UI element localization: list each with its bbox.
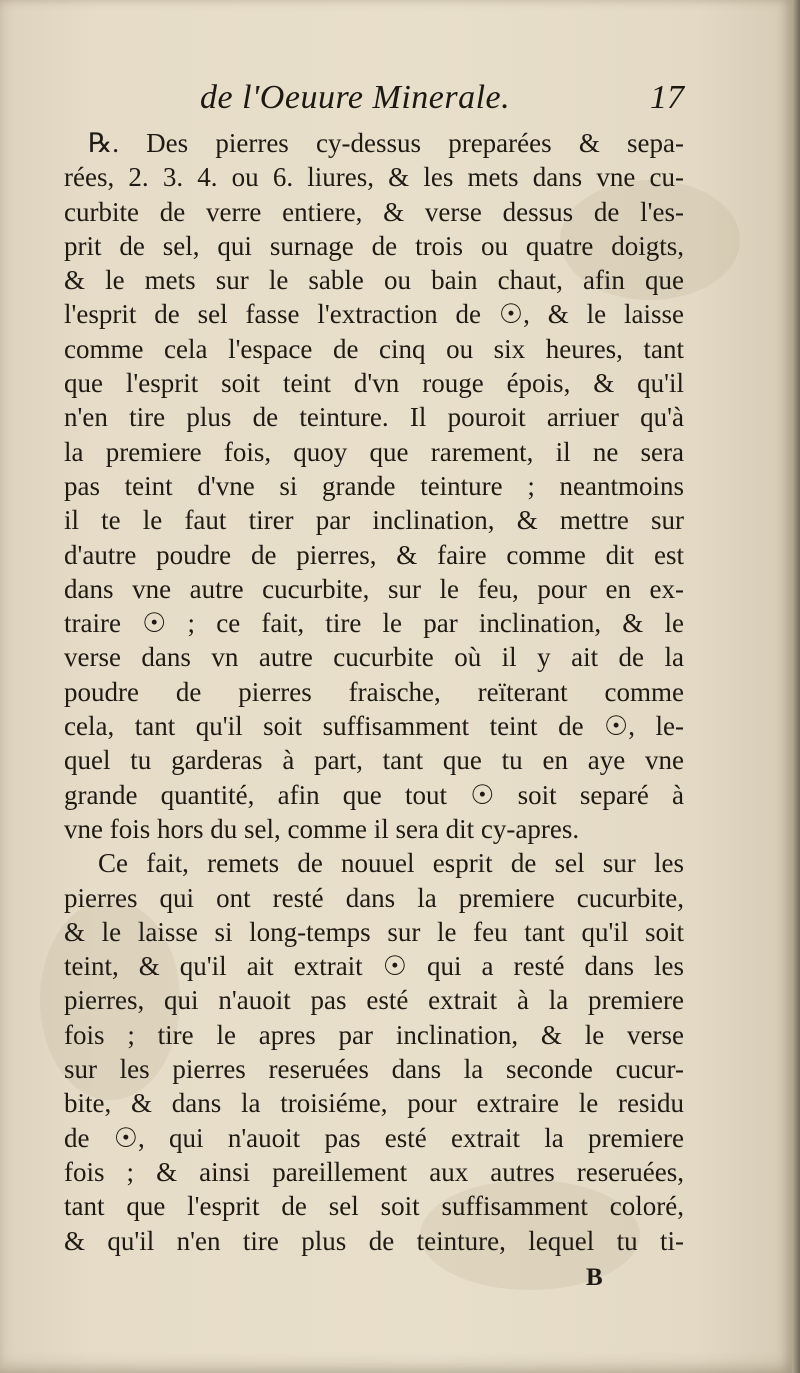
text-line: il te le faut tirer par inclination, & mettre sur — [64, 505, 684, 536]
text-line: grande quantité, afin que tout ☉ soit separé à — [64, 779, 684, 810]
text-line: que l'esprit soit teint d'vn rouge épois, & qu'il — [64, 368, 684, 399]
text-line: la premiere fois, quoy que rarement, il ne sera — [64, 436, 684, 467]
text-line: & le mets sur le sable ou bain chaut, afin que — [64, 265, 684, 296]
text-line: traire ☉ ; ce fait, tire le par inclination, & le — [64, 608, 684, 639]
catchword: B — [586, 1264, 603, 1291]
text-line: d'autre poudre de pierres, & faire comme dit est — [64, 539, 684, 570]
body-text — [64, 126, 684, 1258]
text-line: & qu'il n'en tire plus de teinture, lequel tu ti- — [64, 1225, 684, 1256]
text-line: pierres, qui n'auoit pas esté extrait à la premiere — [64, 985, 684, 1016]
text-line: poudre de pierres fraische, reïterant comme — [64, 676, 684, 707]
text-line: teint, & qu'il ait extrait ☉ qui a resté dans les — [64, 951, 684, 982]
page-edge — [792, 0, 800, 1373]
text-line: quel tu garderas à part, tant que tu en aye vne — [64, 745, 684, 776]
text-line: tant que l'esprit de sel soit suffisamment coloré, — [64, 1191, 684, 1222]
text-line: curbite de verre entiere, & verse dessus de l'es- — [64, 196, 684, 227]
text-line: pierres qui ont resté dans la premiere cucurbite, — [64, 882, 684, 913]
text-line: dans vne autre cucurbite, sur le feu, pour en ex- — [64, 573, 684, 604]
text-line: n'en tire plus de teinture. Il pouroit arriuer qu'à — [64, 402, 684, 433]
text-line: prit de sel, qui surnage de trois ou quatre doigts, — [64, 230, 684, 261]
text-line: cela, tant qu'il soit suffisamment teint de ☉, le- — [64, 711, 684, 742]
text-line: comme cela l'espace de cinq ou six heures, tant — [64, 333, 684, 364]
text-line: bite, & dans la troisiéme, pour extraire le residu — [64, 1088, 684, 1119]
text-line: sur les pierres reseruées dans la seconde cucur- — [64, 1054, 684, 1085]
text-line: Ce fait, remets de nouuel esprit de sel sur les — [98, 848, 684, 879]
running-header — [64, 74, 684, 122]
text-line: de ☉, qui n'auoit pas esté extrait la premiere — [64, 1122, 684, 1153]
text-line: vne fois hors du sel, comme il sera dit cy-apres. — [64, 813, 580, 844]
text-line: fois ; & ainsi pareillement aux autres reseruées, — [64, 1156, 684, 1187]
running-title: de l'Oeuure Minerale. — [200, 79, 511, 116]
text-line: verse dans vn autre cucurbite où il y ait de la — [64, 642, 684, 673]
text-line: l'esprit de sel fasse l'extraction de ☉, & le laisse — [64, 299, 684, 330]
page-number: 17 — [650, 79, 684, 116]
text-line: pas teint d'vne si grande teinture ; neantmoins — [64, 470, 684, 501]
text-line: rées, 2. 3. 4. ou 6. liures, & les mets dans vne cu- — [64, 162, 684, 193]
text-line: & le laisse si long-temps sur le feu tant qu'il soit — [64, 916, 684, 947]
text-line: fois ; tire le apres par inclination, & le verse — [64, 1019, 684, 1050]
text-line: ℞. Des pierres cy-dessus preparées & sepa- — [88, 128, 684, 158]
